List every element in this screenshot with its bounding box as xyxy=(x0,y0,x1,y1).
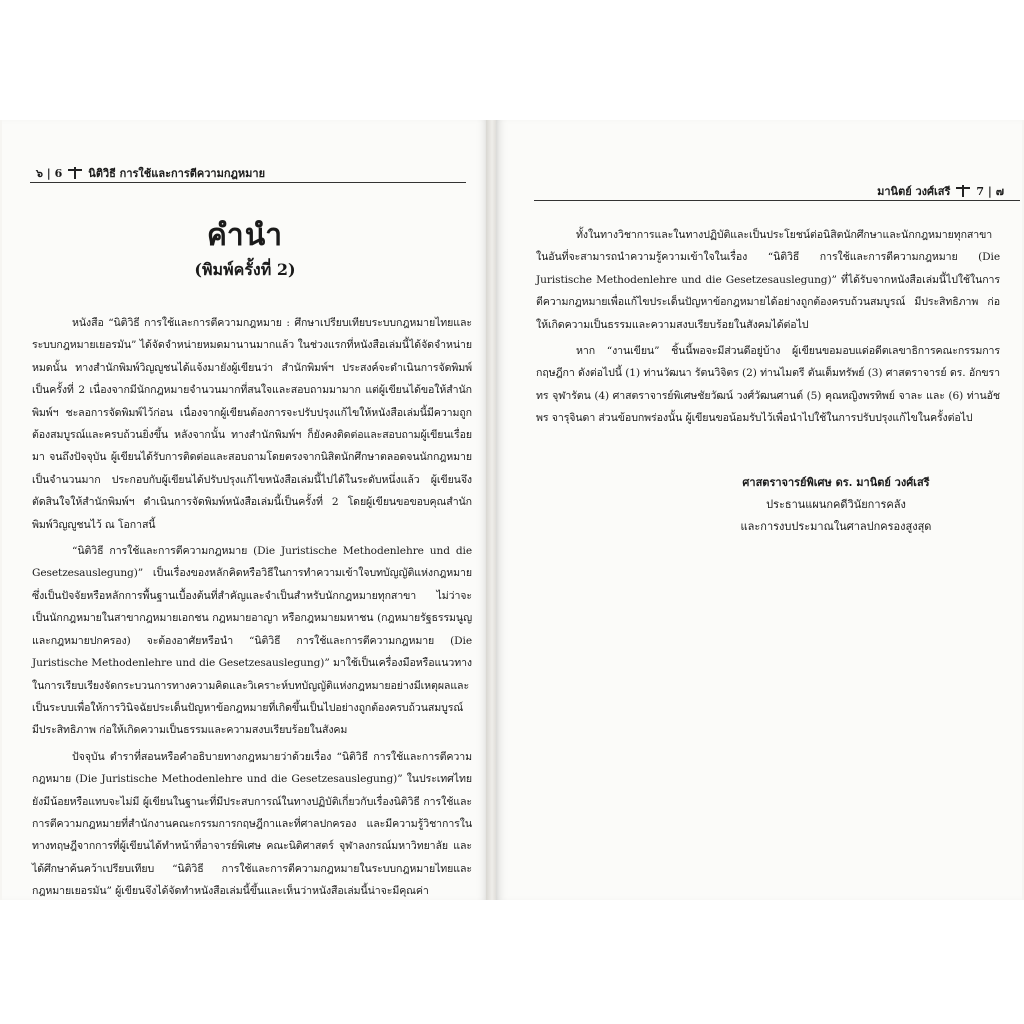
paragraph: ปัจจุบัน ตำราที่สอนหรือคำอธิบายทางกฎหมายว่าด้วยเรื่อง “นิติวิธี การใช้และการตีความกฎหมาย (Die Juristische Methodenlehre und die Gesetzesauslegung)” ในประเทศไทยยังมีน้อยหรือแทบจะไม่มี ผู้เขียนในฐานะที่มีประสบการณ์ในทางปฏิบัติเกี่ยวกับเรื่องนิติวิธี การใช้และการตีความกฎหมายที่สำนักงานคณะกรรมการกฤษฎีกาและที่ศาลปกครอง และมีความรู้วิชาการในทางทฤษฎีจากการที่ผู้เขียนได้ทำหน้าที่อาจารย์พิเศษ คณะนิติศาสตร์ จุฬาลงกรณ์มหาวิทยาลัย และได้ศึกษาค้นคว้าเปรียบเทียบ “นิติวิธี การใช้และการตีความกฎหมายในระบบกฎหมายไทยและกฎหมายเยอรมัน” ผู้เขียนจึงได้จัดทำหนังสือเล่มนี้ขึ้นและเห็นว่าหนังสือเล่มนี้น่าจะมีคุณค่า xyxy=(32,750,472,898)
left-page-number: ๖ | 6 xyxy=(36,167,63,180)
scales-of-justice-icon xyxy=(68,167,82,179)
left-running-head xyxy=(36,164,265,182)
signature-position: ประธานแผนกคดีวินัยการคลัง xyxy=(766,498,906,511)
signature-block xyxy=(676,472,996,538)
scales-of-justice-icon xyxy=(956,185,970,197)
paragraph: “นิติวิธี การใช้และการตีความกฎหมาย (Die Juristische Methodenlehre und die Gesetzesauslegung)” เป็นเรื่องของหลักคิดหรือวิธีในการทำความเข้าใจบทบัญญัติแห่งกฎหมาย ซึ่งเป็นปัจจัยหรือหลักการพื้นฐานเบื้องต้นที่สำคัญและจำเป็นสำหรับนักกฎหมายทุกสาขา ไม่ว่าจะเป็นนักกฎหมายในสาขากฎหมายเอกชน กฎหมายอาญา หรือกฎหมายมหาชน (กฎหมายรัฐธรรมนูญและกฎหมายปกครอง) จะต้องอาศัยหรือนำ “นิติวิธี การใช้และการตีความกฎหมาย (Die Juristische Methodenlehre und die Gesetzesauslegung)” มาใช้เป็นเครื่องมือหรือแนวทางในการเรียบเรียงจัดกระบวนการทางความคิดและวิเคราะห์บทบัญญัติแห่งกฎหมายอย่างมีเหตุผลและเป็นระบบเพื่อให้การวินิจฉัยประเด็นปัญหาข้อกฎหมายที่เกิดขึ้นเป็นไปอย่างถูกต้องครบถ้วนสมบูรณ์ มีประสิทธิภาพ ก่อให้เกิดความเป็นธรรมและความสงบเรียบร้อยในสังคม xyxy=(32,545,472,737)
right-header-rule xyxy=(534,200,1020,201)
signature-position: และการงบประมาณในศาลปกครองสูงสุด xyxy=(740,520,932,533)
left-body-text xyxy=(32,312,472,900)
page-title: คำนำ xyxy=(206,218,284,253)
right-body-text xyxy=(536,224,1000,434)
left-page xyxy=(2,120,488,900)
paragraph: หาก “งานเขียน” ชิ้นนี้พอจะมีส่วนดีอยู่บ้าง ผู้เขียนขอมอบแด่อดีตเลขาธิการคณะกรรมการกฤษฎีกา ดังต่อไปนี้ (1) ท่านวัฒนา รัตนวิจิตร (2) ท่านไมตรี ตันเต็มทรัพย์ (3) ศาสตราจารย์ ดร. อักขราทร จุฬารัตน (4) ศาสตราจารย์พิเศษชัยวัฒน์ วงศ์วัฒนศานต์ (5) คุณหญิงพรทิพย์ จาละ และ (6) ท่านอัชพร จารุจินดา ส่วนข้อบกพร่องนั้น ผู้เขียนขอน้อมรับไว้เพื่อนำไปใช้ในการปรับปรุงแก้ไขในครั้งต่อไป xyxy=(536,345,1000,425)
book-spread xyxy=(0,120,1024,900)
page-subtitle: (พิมพ์ครั้งที่ 2) xyxy=(194,260,296,279)
signature-name: ศาสตราจารย์พิเศษ ดร. มานิตย์ วงศ์เสรี xyxy=(742,476,930,489)
paragraph: ทั้งในทางวิชาการและในทางปฏิบัติและเป็นประโยชน์ต่อนิสิตนักศึกษาและนักกฎหมายทุกสาขา ในอันที่จะสามารถนำความรู้ความเข้าใจในเรื่อง “นิติวิธี การใช้และการตีความกฎหมาย (Die Juristische Methodenlehre und die Gesetzesauslegung)” ที่ได้รับจากหนังสือเล่มนี้ไปใช้ในการตีความกฎหมายเพื่อแก้ไขประเด็นปัญหาข้อกฎหมายได้อย่างถูกต้องครบถ้วนสมบูรณ์ มีประสิทธิภาพ ก่อให้เกิดความเป็นธรรมและความสงบเรียบร้อยในสังคมได้ต่อไป xyxy=(536,229,1000,331)
right-page xyxy=(496,120,1022,900)
left-header-rule xyxy=(30,182,466,183)
right-running-head xyxy=(877,182,1004,200)
paragraph: หนังสือ “นิติวิธี การใช้และการตีความกฎหมาย : ศึกษาเปรียบเทียบระบบกฎหมายไทยและระบบกฎหมายเยอรมัน” ได้จัดจำหน่ายหมดมานานมากแล้ว ในช่วงแรกที่หนังสือเล่มนี้ได้จัดจำหน่ายหมดนั้น ทางสำนักพิมพ์วิญญูชนได้แจ้งมายังผู้เขียนว่า สำนักพิมพ์ฯ ประสงค์จะดำเนินการจัดพิมพ์เป็นครั้งที่ 2 เนื่องจากมีนักกฎหมายจำนวนมากที่สนใจและสอบถามมามาก แต่ผู้เขียนได้ขอให้สำนักพิมพ์ฯ ชะลอการจัดพิมพ์ไว้ก่อน เนื่องจากผู้เขียนต้องการจะปรับปรุงแก้ไขให้หนังสือเล่มนี้มีความถูกต้องสมบูรณ์และครบถ้วนยิ่งขึ้น หลังจากนั้น ทางสำนักพิมพ์ฯ ก็ยังคงติดต่อและสอบถามผู้เขียนเรื่อยมา จนถึงปัจจุบัน ผู้เขียนได้รับการติดต่อและสอบถามโดยตรงจากนิสิตนักศึกษาตลอดจนนักกฎหมายเป็นจำนวนมาก ประกอบกับผู้เขียนได้ปรับปรุงแก้ไขหนังสือเล่มนี้ไปได้ในระดับหนึ่งแล้ว ผู้เขียนจึงตัดสินใจให้สำนักพิมพ์ฯ ดำเนินการจัดพิมพ์หนังสือเล่มนี้เป็นครั้งที่ 2 โดยผู้เขียนขอขอบคุณสำนักพิมพ์วิญญูชนไว้ ณ โอกาสนี้ xyxy=(32,317,472,531)
right-page-number: 7 | ๗ xyxy=(976,185,1004,198)
left-running-title: นิติวิธี การใช้และการตีความกฎหมาย xyxy=(88,167,266,180)
right-running-title: มานิตย์ วงศ์เสรี xyxy=(877,185,951,198)
